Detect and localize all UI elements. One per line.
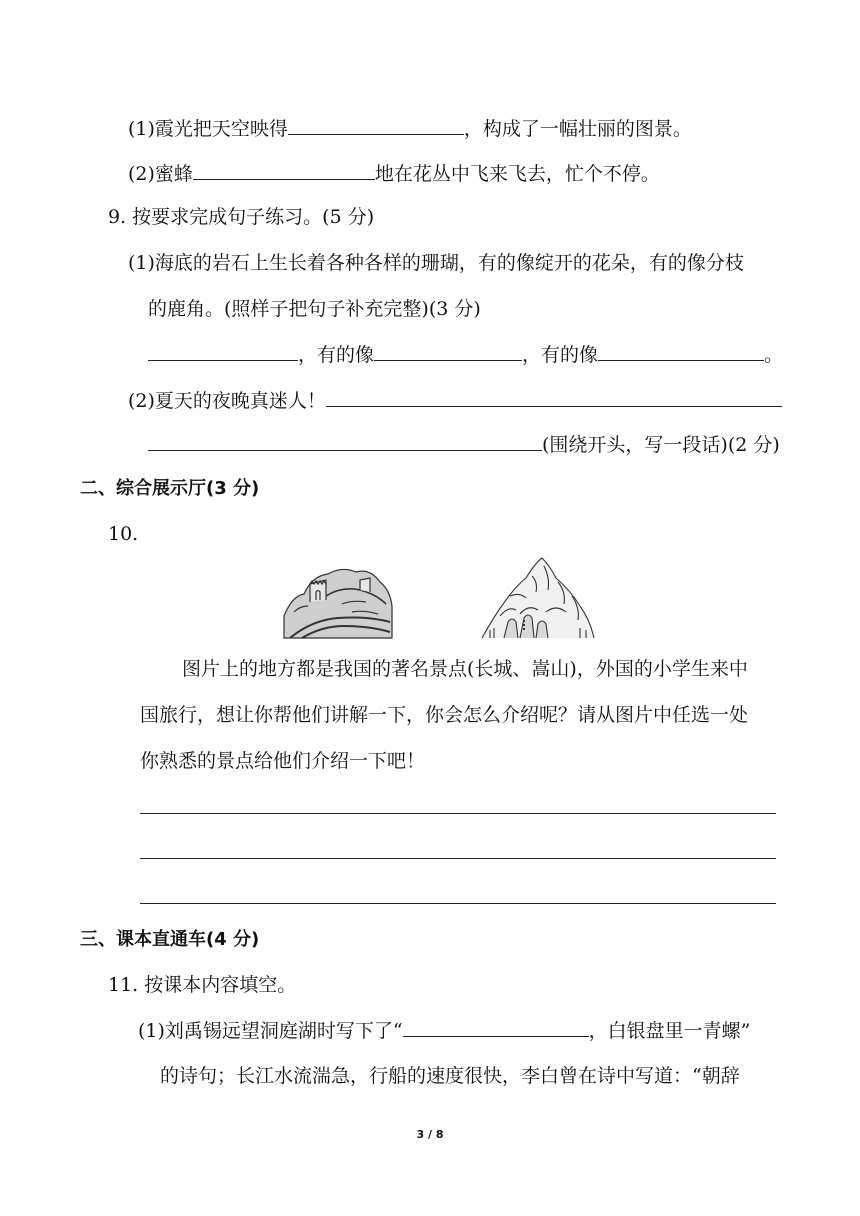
q10-answer-line-3[interactable] (140, 903, 776, 904)
q9-item-2-start: (2)夏天的夜晚真迷人！ (128, 390, 326, 412)
great-wall-illustration (282, 556, 394, 640)
q8-item-1-text-after: ，构成了一幅壮丽的图景。 (463, 118, 692, 140)
q10-paragraph-line-3: 你熟悉的景点给他们介绍一下吧！ (140, 750, 426, 772)
q9-fill-end: 。 (764, 344, 784, 366)
q9-fill-blank-3[interactable] (598, 342, 764, 361)
q9-fill-blank-2[interactable] (374, 342, 522, 361)
q11-item-1-line-2: 的诗句；长江水流湍急，行船的速度很快，李白曾在诗中写道：“朝辞 (160, 1065, 740, 1087)
section-2-heading: 二、综合展示厅(3 分) (80, 478, 260, 499)
page-number: 3 / 8 (416, 1128, 444, 1141)
q9-title: 9. 按要求完成句子练习。(5 分) (108, 206, 375, 228)
q8-item-2 (128, 161, 660, 186)
q8-item-2-text-after: 地在花丛中飞来飞去，忙个不停。 (374, 163, 660, 185)
q8-item-1 (128, 116, 692, 141)
section-3-heading: 三、课本直通车(4 分) (80, 929, 260, 950)
q8-item-2-text-before: (2)蜜蜂 (128, 163, 193, 185)
q9-item-2-tail: (围绕开头，写一段话)(2 分) (542, 434, 780, 456)
q11-item-1-line-1 (138, 1018, 750, 1043)
q9-item-1-line-1: (1)海底的岩石上生长着各种各样的珊瑚，有的像绽开的花朵，有的像分枝 (128, 252, 744, 274)
q9-item-2-blank-1[interactable] (326, 388, 782, 407)
q10-paragraph-line-1: 图片上的地方都是我国的著名景点(长城、嵩山)，外国的小学生来中 (182, 658, 748, 680)
q8-item-2-blank[interactable] (193, 161, 375, 180)
q10-answer-line-2[interactable] (140, 858, 776, 859)
q10-paragraph-line-2: 国旅行，想让你帮他们讲解一下，你会怎么介绍呢？请从图片中任选一处 (140, 704, 749, 726)
q10-number: 10. (108, 523, 139, 545)
q11-title: 11. 按课本内容填空。 (108, 974, 297, 996)
q9-item-2-line-2 (148, 432, 780, 457)
q9-fill-blank-1[interactable] (148, 342, 298, 361)
q11-item-1-text-after: ，白银盘里一青螺” (588, 1020, 751, 1042)
q9-fill-sep-2: ，有的像 (522, 344, 599, 366)
q9-item-2-line-1 (128, 388, 782, 413)
q9-item-2-blank-2[interactable] (148, 432, 542, 451)
mount-song-illustration (480, 556, 596, 640)
q9-item-1-fill-line (148, 342, 783, 367)
q9-fill-sep-1: ，有的像 (298, 344, 375, 366)
q11-item-1-blank[interactable] (403, 1018, 589, 1037)
q11-item-1-text-before: (1)刘禹锡远望洞庭湖时写下了“ (138, 1020, 403, 1042)
q10-answer-line-1[interactable] (140, 813, 776, 814)
q8-item-1-blank[interactable] (288, 116, 464, 135)
q8-item-1-text-before: (1)霞光把天空映得 (128, 118, 288, 140)
q9-item-1-line-2: 的鹿角。(照样子把句子补充完整)(3 分) (148, 298, 481, 320)
